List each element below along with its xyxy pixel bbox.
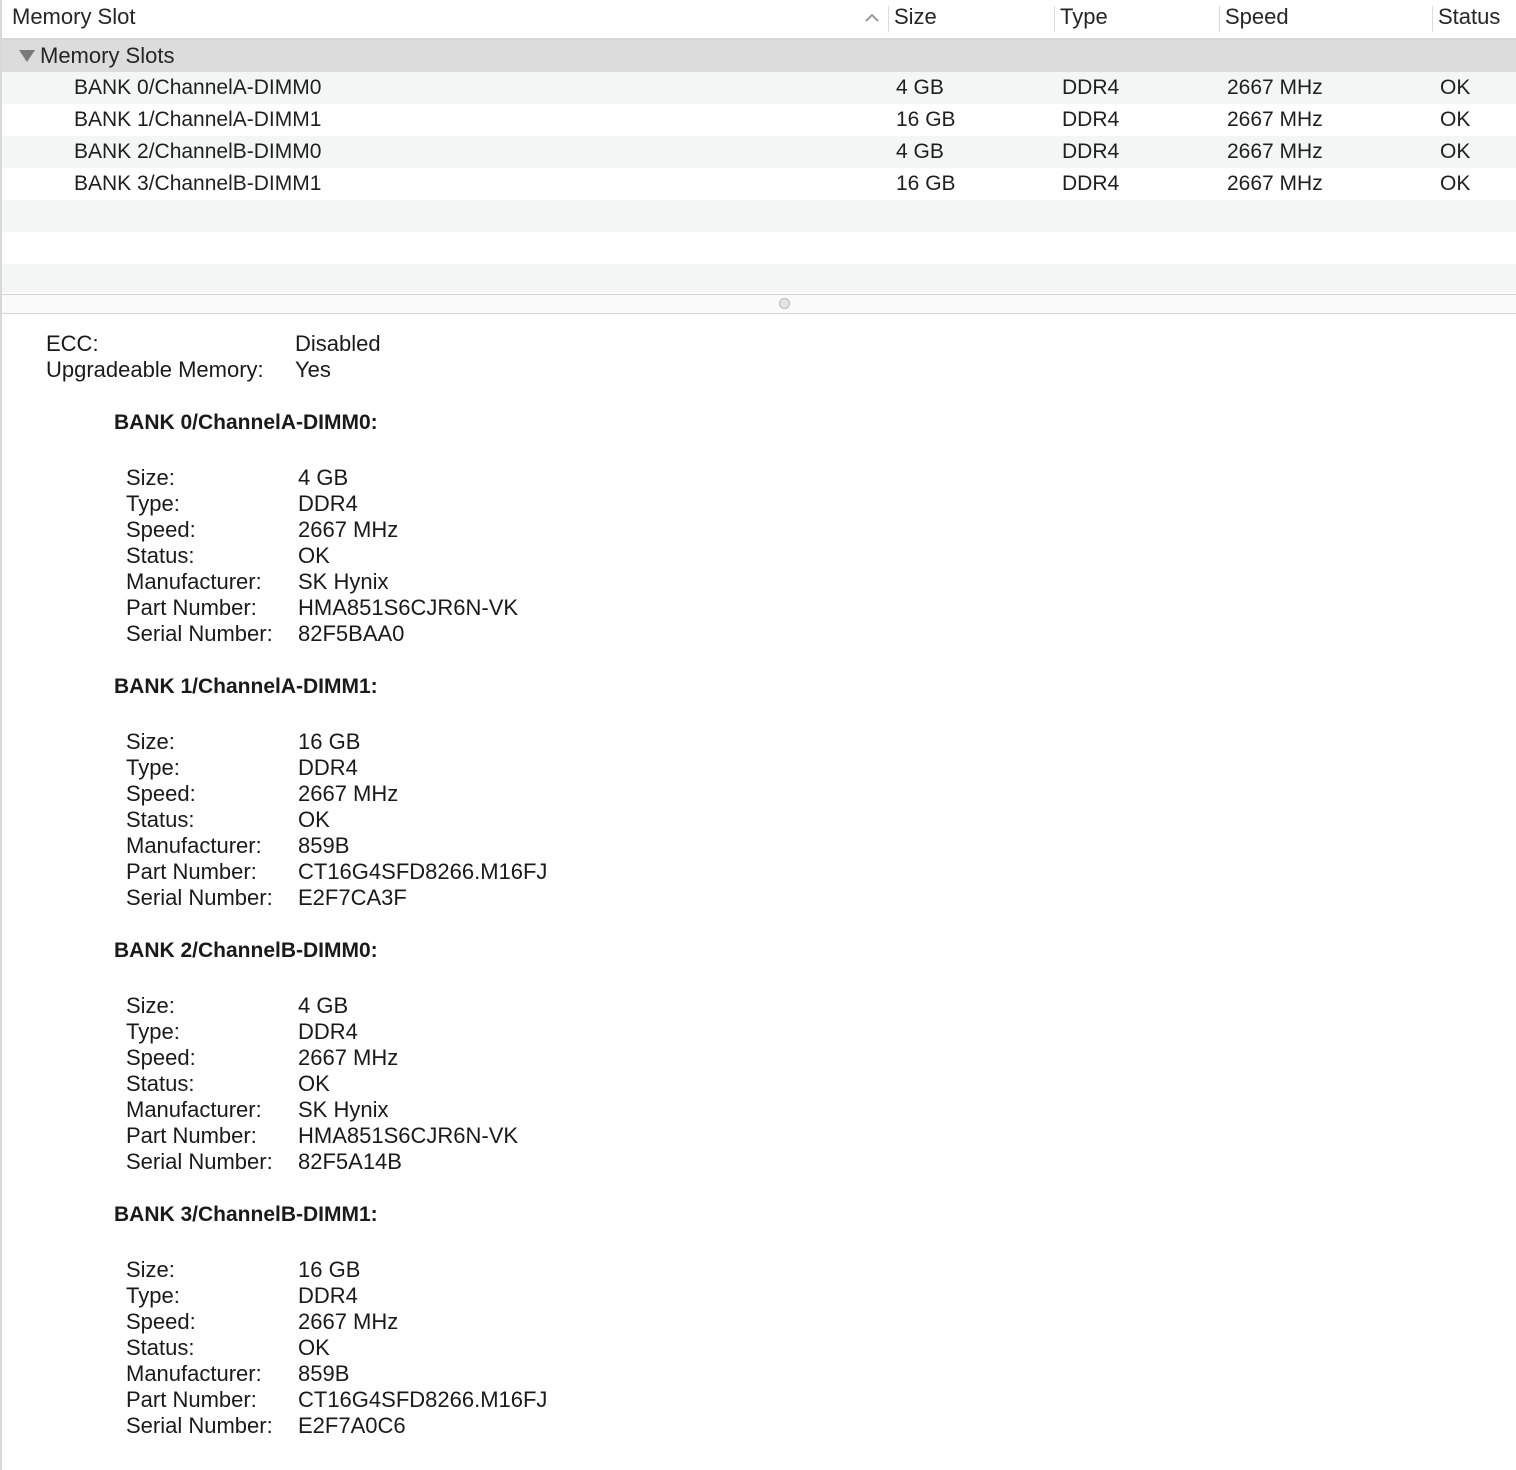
status-value: OK — [298, 1335, 330, 1360]
column-header-speed[interactable] — [1219, 0, 1432, 38]
cell-status: OK — [1440, 108, 1471, 131]
memory-slot-table — [2, 40, 1516, 292]
cell-status: OK — [1440, 76, 1471, 99]
cell-memory-slot: BANK 2/ChannelB-DIMM0 — [74, 140, 322, 163]
part-number-label: Part Number: — [126, 1123, 257, 1148]
splitter-handle-icon[interactable] — [779, 298, 790, 309]
manufacturer-value: 859B — [298, 833, 350, 858]
pane-splitter[interactable] — [2, 294, 1516, 314]
cell-size: 16 GB — [896, 108, 956, 131]
upgradeable-memory-value: Yes — [295, 357, 331, 382]
table-row[interactable] — [2, 72, 1516, 104]
bank-title: BANK 3/ChannelB-DIMM1: — [114, 1203, 378, 1226]
size-label: Size: — [126, 1257, 175, 1282]
type-value: DDR4 — [298, 1283, 358, 1308]
serial-number-value: E2F7A0C6 — [298, 1413, 406, 1438]
manufacturer-label: Manufacturer: — [126, 1361, 262, 1386]
size-value: 16 GB — [298, 1257, 361, 1282]
cell-size: 4 GB — [896, 76, 944, 99]
status-value: OK — [298, 543, 330, 568]
size-label: Size: — [126, 729, 175, 754]
serial-number-label: Serial Number: — [126, 621, 273, 646]
bank-title: BANK 1/ChannelA-DIMM1: — [114, 675, 378, 698]
speed-value: 2667 MHz — [298, 781, 399, 806]
table-row[interactable] — [2, 168, 1516, 200]
column-header-speed-label: Speed — [1225, 4, 1289, 29]
column-header-type[interactable] — [1054, 0, 1219, 38]
group-row-memory-slots[interactable] — [2, 40, 1516, 72]
table-header — [2, 0, 1516, 40]
speed-value: 2667 MHz — [298, 1045, 399, 1070]
part-number-label: Part Number: — [126, 1387, 257, 1412]
part-number-value: CT16G4SFD8266.M16FJ — [298, 1387, 548, 1412]
size-value: 16 GB — [298, 729, 361, 754]
manufacturer-label: Manufacturer: — [126, 569, 262, 594]
ecc-value: Disabled — [295, 331, 381, 356]
type-label: Type: — [126, 755, 180, 780]
cell-speed: 2667 MHz — [1227, 140, 1323, 163]
serial-number-label: Serial Number: — [126, 1149, 273, 1174]
speed-label: Speed: — [126, 1309, 196, 1334]
type-label: Type: — [126, 1019, 180, 1044]
cell-type: DDR4 — [1062, 172, 1120, 195]
speed-label: Speed: — [126, 1045, 196, 1070]
column-header-memory-slot-label: Memory Slot — [12, 4, 136, 29]
bank-title: BANK 2/ChannelB-DIMM0: — [114, 939, 378, 962]
type-value: DDR4 — [298, 1019, 358, 1044]
table-row[interactable] — [2, 104, 1516, 136]
cell-size: 16 GB — [896, 172, 956, 195]
status-value: OK — [298, 1071, 330, 1096]
status-label: Status: — [126, 1335, 195, 1360]
size-value: 4 GB — [298, 465, 349, 490]
cell-status: OK — [1440, 172, 1471, 195]
status-label: Status: — [126, 1071, 195, 1096]
column-header-status-label: Status — [1438, 4, 1501, 29]
column-header-status[interactable] — [1432, 0, 1516, 38]
size-label: Size: — [126, 993, 175, 1018]
serial-number-value: 82F5BAA0 — [298, 621, 405, 646]
manufacturer-label: Manufacturer: — [126, 1097, 262, 1122]
cell-memory-slot: BANK 3/ChannelB-DIMM1 — [74, 172, 322, 195]
empty-table-row — [2, 232, 1516, 264]
type-value: DDR4 — [298, 491, 358, 516]
bank-title: BANK 0/ChannelA-DIMM0: — [114, 411, 378, 434]
cell-memory-slot: BANK 0/ChannelA-DIMM0 — [74, 76, 322, 99]
empty-table-row — [2, 200, 1516, 232]
status-value: OK — [298, 807, 330, 832]
cell-memory-slot: BANK 1/ChannelA-DIMM1 — [74, 108, 322, 131]
type-label: Type: — [126, 491, 180, 516]
serial-number-value: 82F5A14B — [298, 1149, 402, 1174]
cell-size: 4 GB — [896, 140, 944, 163]
sort-ascending-icon[interactable] — [864, 10, 880, 26]
cell-speed: 2667 MHz — [1227, 76, 1323, 99]
column-header-type-label: Type — [1060, 4, 1108, 29]
detail-pane — [2, 314, 1516, 1470]
speed-value: 2667 MHz — [298, 1309, 399, 1334]
manufacturer-value: SK Hynix — [298, 569, 389, 594]
cell-type: DDR4 — [1062, 108, 1120, 131]
serial-number-label: Serial Number: — [126, 885, 273, 910]
serial-number-value: E2F7CA3F — [298, 885, 407, 910]
group-label: Memory Slots — [40, 43, 175, 68]
manufacturer-value: SK Hynix — [298, 1097, 389, 1122]
speed-label: Speed: — [126, 781, 196, 806]
part-number-value: HMA851S6CJR6N-VK — [298, 1123, 519, 1148]
cell-speed: 2667 MHz — [1227, 108, 1323, 131]
column-header-size-label: Size — [894, 4, 937, 29]
cell-speed: 2667 MHz — [1227, 172, 1323, 195]
part-number-label: Part Number: — [126, 595, 257, 620]
status-label: Status: — [126, 543, 195, 568]
column-header-size[interactable] — [888, 0, 1054, 38]
ecc-label: ECC: — [46, 331, 99, 356]
empty-table-row — [2, 264, 1516, 292]
serial-number-label: Serial Number: — [126, 1413, 273, 1438]
part-number-label: Part Number: — [126, 859, 257, 884]
cell-type: DDR4 — [1062, 76, 1120, 99]
cell-status: OK — [1440, 140, 1471, 163]
part-number-value: CT16G4SFD8266.M16FJ — [298, 859, 548, 884]
speed-label: Speed: — [126, 517, 196, 542]
manufacturer-label: Manufacturer: — [126, 833, 262, 858]
manufacturer-value: 859B — [298, 1361, 350, 1386]
table-row[interactable] — [2, 136, 1516, 168]
cell-type: DDR4 — [1062, 140, 1120, 163]
part-number-value: HMA851S6CJR6N-VK — [298, 595, 519, 620]
size-label: Size: — [126, 465, 175, 490]
column-header-memory-slot[interactable] — [6, 0, 886, 38]
speed-value: 2667 MHz — [298, 517, 399, 542]
type-value: DDR4 — [298, 755, 358, 780]
type-label: Type: — [126, 1283, 180, 1308]
disclosure-triangle-down-icon[interactable] — [18, 49, 36, 63]
status-label: Status: — [126, 807, 195, 832]
upgradeable-memory-label: Upgradeable Memory: — [46, 357, 264, 382]
size-value: 4 GB — [298, 993, 349, 1018]
